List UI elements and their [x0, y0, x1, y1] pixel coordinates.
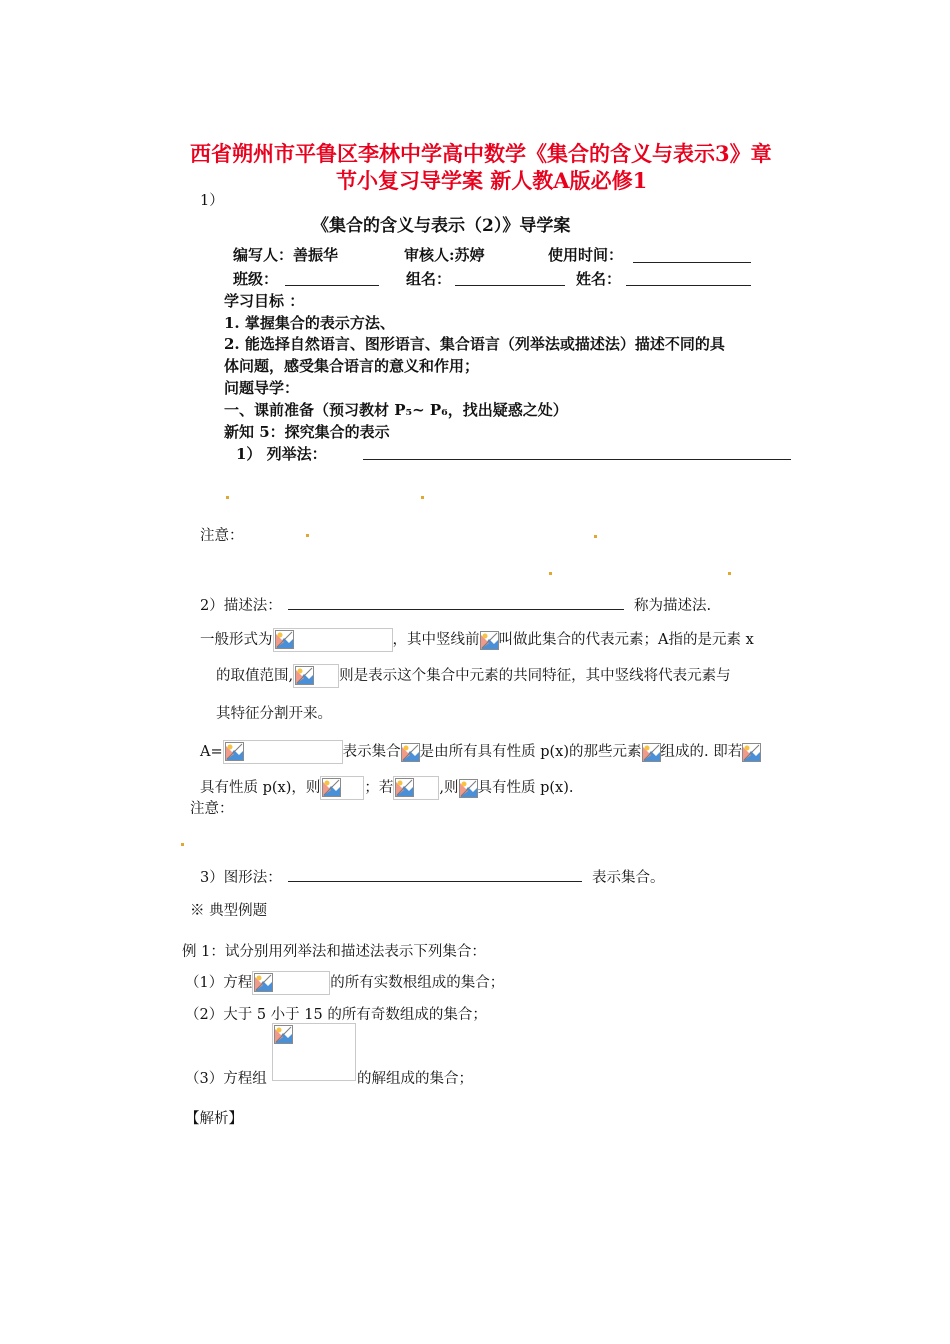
editor-label: 编写人：善振华: [233, 246, 339, 264]
name-blank[interactable]: [626, 285, 751, 286]
range-text-a: 的取值范围,: [216, 668, 294, 684]
rep-text-a: 表示集合: [342, 744, 401, 760]
general-form-text-a: 一般形式为: [200, 632, 273, 648]
prop-text-a: 具有性质 p(x)，则: [200, 780, 321, 796]
desc-method-label: 2）描述法：: [200, 598, 282, 614]
scan-mark: [181, 843, 184, 846]
list-method-label: 1） 列举法：: [236, 445, 327, 463]
desc-method-suffix: 称为描述法.: [634, 598, 712, 614]
example-1-part-2: （2）大于 5 小于 15 的所有奇数组成的集合；: [185, 1007, 487, 1023]
formula-image: [293, 664, 339, 688]
general-form-text-b: ，其中竖线前: [392, 632, 480, 648]
broken-image-icon: [254, 973, 273, 992]
reviewer-label: 审核人:苏婷: [404, 246, 485, 264]
formula-image: [459, 779, 478, 798]
broken-image-icon: [459, 779, 478, 798]
doc-title-line2: 节小复习导学案 新人教A版必修1: [336, 168, 648, 193]
group-label: 组名：: [406, 270, 452, 288]
formula-image: [642, 743, 661, 762]
group-blank[interactable]: [455, 285, 565, 286]
new-knowledge-5: 新知 5：探究集合的表示: [224, 423, 390, 441]
a-equals: A=: [200, 744, 223, 760]
prop-text-d: 具有性质 p(x).: [477, 780, 574, 796]
formula-image: [742, 743, 761, 762]
goal-2-line2: 体问题，感受集合语言的意义和作用；: [224, 357, 480, 375]
time-blank[interactable]: [633, 262, 751, 263]
formula-image: [320, 776, 364, 800]
ex1-1-text-b: 的所有实数根组成的集合；: [330, 975, 505, 991]
scan-mark: [594, 535, 597, 538]
prop-text-b: ；若: [364, 780, 394, 796]
note-2: 注意：: [190, 801, 234, 817]
formula-image: [252, 971, 330, 995]
goal-1: 1. 掌握集合的表示方法、: [224, 314, 395, 332]
scan-mark: [306, 534, 309, 537]
desc-method-blank[interactable]: [288, 609, 624, 610]
title-tail: 1）: [200, 193, 224, 209]
broken-image-icon: [322, 778, 341, 797]
rep-text-c: 组成的. 即若: [660, 744, 743, 760]
range-text-c: 其特征分割开来。: [216, 706, 332, 722]
scan-mark: [549, 572, 552, 575]
list-method-blank[interactable]: [363, 459, 791, 460]
broken-image-icon: [395, 778, 414, 797]
formula-image: [393, 776, 439, 800]
scan-mark: [226, 496, 229, 499]
goal-2-line1: 2. 能选择自然语言、图形语言、集合语言（列举法或描述法）描述不同的具: [224, 335, 725, 353]
rep-text-b: 是由所有具有性质 p(x)的那些元素: [419, 744, 642, 760]
note-1: 注意：: [200, 528, 244, 544]
worksheet-subtitle: 《集合的含义与表示（2）》导学案: [312, 216, 571, 236]
broken-image-icon: [401, 743, 420, 762]
class-blank[interactable]: [285, 285, 379, 286]
broken-image-icon: [274, 1025, 293, 1044]
property-line: [200, 776, 574, 800]
ex1-3-text-a: （3）方程组: [185, 1071, 267, 1087]
range-text-b: 则是表示这个集合中元素的共同特征，其中竖线将代表元素与: [339, 668, 731, 684]
range-line: [216, 664, 731, 688]
prop-text-c: ,则: [439, 780, 459, 796]
formula-image: [223, 740, 343, 764]
example-1: 例 1：试分别用列举法和描述法表示下列集合：: [182, 944, 486, 960]
broken-image-icon: [642, 743, 661, 762]
formula-image: [401, 743, 420, 762]
graph-method-blank[interactable]: [288, 881, 582, 882]
formula-image: [273, 628, 393, 652]
graph-method-label: 3）图形法：: [200, 870, 282, 886]
ex1-1-text-a: （1）方程: [185, 975, 253, 991]
time-label: 使用时间：: [548, 246, 624, 264]
guide-heading: 问题导学：: [224, 379, 300, 397]
broken-image-icon: [275, 630, 294, 649]
scan-mark: [728, 572, 731, 575]
scan-mark: [421, 496, 424, 499]
graph-method-suffix: 表示集合。: [592, 870, 665, 886]
broken-image-icon: [742, 743, 761, 762]
class-label: 班级：: [233, 270, 279, 288]
broken-image-icon: [225, 742, 244, 761]
general-form-text-c: 叫做此集合的代表元素；A指的是元素 x: [498, 632, 754, 648]
formula-image: [480, 631, 499, 650]
analysis-heading: 【解析】: [185, 1111, 243, 1127]
prep-line: 一、课前准备（预习教材 P₅~ P₆，找出疑惑之处）: [224, 401, 568, 419]
doc-title-line1: 西省朔州市平鲁区李林中学高中数学《集合的含义与表示3》章: [190, 141, 772, 166]
general-form-line: [200, 628, 754, 652]
broken-image-icon: [295, 666, 314, 685]
name-label: 姓名：: [576, 270, 622, 288]
broken-image-icon: [480, 631, 499, 650]
equation-system-image: [272, 1023, 356, 1081]
typical-examples-heading: ※ 典型例题: [190, 903, 268, 919]
goals-heading: 学习目标 ：: [224, 292, 305, 310]
representation-line: [200, 740, 761, 764]
example-1-part-1: [185, 971, 504, 995]
ex1-3-text-b: 的解组成的集合；: [357, 1071, 473, 1087]
